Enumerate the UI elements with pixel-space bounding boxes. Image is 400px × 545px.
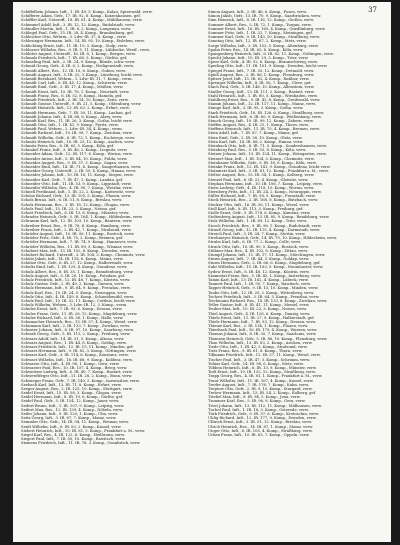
list-item: Schulz Albert, Res., 8. IR. 35, 1. Komp., Brandenburg, verw.: [21, 269, 134, 274]
list-item: Schlesinger Hermann, Inft., 14. IR. 95, 10. Komp., Eisleben, verw.: [21, 39, 145, 44]
list-item: Stahlberg Ernst, Res., 9. IR. 42, 8. Komp., Greifswald, verw.: [208, 97, 321, 102]
list-item: Schwarz Karl, Gefr., 3. IR. 114, 6. Komp., Konstanz, verw.: [21, 353, 129, 358]
list-item: Thiele Hermann, Inft., 7. IR. 93, 12. Komp., Dessau, verw.: [208, 319, 317, 324]
list-item: Spieß August, Res., 2. IR. 86, 1. Komp., Flensburg, verw.: [208, 72, 315, 77]
list-item: Stauch Georg, Inft., 10. IR. 99, 12. Komp., Zabern, verw.: [208, 118, 314, 123]
list-item: Schwarz Friedrich, Inft., 12. IR. 15, 11. Komp., Minden, gef.: [21, 345, 134, 349]
list-item: Schlegel Paul, Gefr., 15. IR. 28, 4. Komp., Brandenburg, gef.: [21, 30, 134, 35]
list-item: Stolz Wilhelm, Inft., 1. IR. 69, 12. Komp., Trier, verw.: [208, 219, 308, 224]
list-item: Steinke Franz, Inft., 12. IR. 141, 9. Komp., Graudenz, leicht verw.: [208, 164, 331, 169]
list-item: Sorge Wilhelm, Inft., 3. IR. 153, 5. Komp., Altenburg, verw.: [208, 43, 319, 48]
list-item: Schlichting Ernst, Inft., 11. IR. 19, 3. Komp., Stolp, verw.: [21, 43, 128, 48]
list-item: Sommer Karl, Gefr., 9. IR. 143, 10. Komp., Straßburg, verw.: [208, 35, 321, 40]
list-item: Stark Friedrich, Gefr., 16. IR. 126, 6. Komp., Straßburg, verw.: [208, 110, 325, 115]
list-item: Schnabel Franz, Inft., 3. IR. 46, 2. Komp., Liegnitz, verw.: [21, 148, 128, 153]
list-item: Seifert Bruno, Inft., 1. IR. 107, 9. Komp., Leipzig, verw.: [21, 403, 125, 408]
list-item: Stein Emil, Gefr., 2. IR. 38, 10. Komp., Glatz, verw.: [208, 135, 303, 140]
list-item: Struck Otto, Inft., 10. IR. 90, 5. Komp., Rostock, verw.: [208, 244, 310, 249]
list-item: Ulrich Heinrich, Res., 14. IR. 87, 1. Komp., Mainz, verw.: [208, 424, 314, 429]
list-item: Schneider Georg, Unteroff., 2. IR. 59, 4. Komp., Hanau, verw.: [21, 169, 137, 174]
list-item: Thiele Ernst, Inft., 11. IR. 27, 9. Komp., Halberstadt, gef.: [208, 315, 315, 320]
list-item: Schrader Heinrich, Gefr., 5. IR. 164, 1. Komp., Hildesheim, verw.: [21, 215, 143, 220]
list-item: Schwarz Wilhelm, Inft., 16. IR. 68, 9. Komp., Koblenz, verw.: [21, 357, 133, 362]
list-item: Schmidt Bernhard, Wehrm., 1. Ldw.-IR. 11, 7. Komp., verm.: [21, 77, 133, 81]
list-item: Schulze Franz, Gefr., 11. IR. 26, 12. Komp., Magdeburg, verw.: [21, 311, 138, 316]
list-item: Speer Karl, Gefr., 4. IR. 92, 6. Komp., Braunschweig, verw.: [208, 60, 318, 65]
list-item: Schmidt Karl, Res., 11. IR. 26, 3. Komp., Gotha, leicht verw.: [21, 118, 133, 123]
list-item: Schöne Richard, Gefr., 13. IR. 105, 5. Komp., Plauen, verw.: [21, 194, 132, 199]
list-item: Trapp Georg, Res., 4. IR. 81, 1. Komp., Frankfurt a. M., verw.: [208, 374, 323, 379]
list-item: Thomas Johann, Inft., 8. IR. 30, 7. Komp., Saarlouis, verw.: [208, 332, 317, 337]
list-item: Spangenberg Heinrich, Inft., 6. IR. 82, 11. Komp., Göttingen, verw.: [208, 51, 334, 56]
list-item: Stadler Georg, Inft., 13. IR. 111, 2. Komp., Rastatt, verw.: [208, 89, 315, 94]
list-item: Szameitat Franz, Res., 5. IR. 45, 1. Komp., Insterburg, verw.: [208, 273, 322, 278]
list-item: Schwieger Franz, Gefr., 7. IR. 140, 5. Komp., Inowrazlaw, verw.: [21, 378, 140, 383]
list-item: Taube Otto, Inft., 12. IR. 20, 2. Komp., Wittenberg, verw.: [208, 290, 315, 295]
list-item: Schmidt Johann, Inft., 4. IR. 88, 6. Komp., Alzey, verw.: [21, 114, 123, 119]
list-item: Specht Johann, Inft., 10. IR. 29, 3. Komp., Trier, verw.: [208, 56, 309, 61]
list-item: Schimmel Adolf, Inft., 3. IR. 12, 12. Komp., Rudolstadt, verw.: [21, 22, 136, 27]
list-item: Stübner Max, Res., 4. IR. 102, 8. Komp., Zittau, verw.: [208, 248, 309, 253]
list-item: Suhr Wilhelm, Inft., 15. IR. 163, 9. Komp., Neumünster, verw.: [208, 265, 324, 270]
list-item: Schulz Paul, Inft., 10. IR. 52, 11. Komp., Cottbus, leicht verw.: [21, 298, 136, 303]
list-item: Spiegel Franz, Inft., 7. IR. 55, 12. Komp., Detmold, verw.: [208, 68, 315, 73]
list-item: Schwarze Otto, Inft., 4. IR. 96, 1. Komp., Gera, verw.: [21, 361, 120, 366]
list-item: Schwarzer Paul, Res., 10. IR. 157, 4. Komp., Brieg, verw.: [21, 365, 128, 370]
list-item: Stephan Hermann, Inft., 10. IR. 106, 7. Komp., Leipzig, verw.: [208, 181, 323, 186]
list-item: Stolle Ernst, Gefr., 5. IR. 178, 6. Komp., Kamenz, verw.: [208, 211, 311, 215]
list-item: Urban Franz, Inft., 10. IR. 63, 7. Komp., Oppeln, verw.: [208, 432, 310, 437]
list-item: Sperling Otto, Inft., 11. IR. 101, 9. Komp., Dresden, leicht verw.: [208, 64, 328, 69]
list-item: Schuster Johann, Inft., 8. IR. 97, 10. Komp., Saarburg, verw.: [21, 328, 134, 333]
list-item: Steinert Max, Inft., 1. IR. 104, 3. Komp., Chemnitz, verw.: [208, 156, 315, 161]
list-item: Schmidt Gustav, Unteroff., 9. IR. 21, 5. Komp., Oldenburg, verw.: [21, 102, 142, 107]
list-item: Stenzel Paul, Inft., 6. IR. 22, 4. Komp., Gleiwitz, verw.: [208, 177, 309, 182]
list-item: Schott Friedrich, Inft., 8. IR. 13, 6. Komp., Münster, verw.: [21, 211, 130, 215]
list-item: Schmitz Heinrich, Inft., 16. IR. 25, 12. Komp., Aachen, verw.: [21, 139, 135, 144]
list-item: Siegel Karl, Res., 4. IR. 122, 8. Komp., Heilbronn, verw.: [21, 432, 126, 437]
list-item: Techow Friedrich, Inft., 3. IR. 64, 5. Komp., Prenzlau, verw.: [208, 294, 320, 299]
list-item: Steinmetz Karl, Inft., 3. IR. 81, 12. Komp., Frankfurt a. M., verw.: [208, 169, 329, 174]
list-item: Sternberg Fritz, Inft., 11. IR. 24, 2. Komp., Neuruppin, verw.: [208, 190, 322, 195]
list-item: Simon August, Inft., 2. IR. 46, 6. Komp., Posen, verw.: [208, 10, 308, 14]
list-item: Schneider August, Res., 9. IR. 37, 3. Komp., Sagan, verw.: [21, 160, 129, 165]
list-item: Semmler Otto, Gefr., 14. IR. 94, 11. Komp., Weimar, verw.: [21, 420, 130, 425]
list-item: Schneider Adam, Gefr., 12. IR. 117, 8. Komp., Worms, verw.: [21, 152, 133, 157]
list-item: Storch Friedrich, Res., 9. IR. 96, 1. Komp., Rudolstadt, verw.: [208, 223, 322, 228]
list-item: Strube Karl, Inft., 6. IR. 77, 2. Komp., Celle, verw.: [208, 240, 302, 245]
list-item: Schmitz Peter, Res., 8. IR. 65, 5. Komp., Köln, gef.: [21, 144, 115, 148]
list-item: Streich Paul, Inft., 3. IR. 34, 7. Komp., Stettin, verw.: [208, 231, 306, 236]
list-item: Unger Otto, Inft., 6. IR. 105, 4. Komp., Straßburg, verw.: [208, 428, 313, 433]
list-item: Steffens Heinrich, Inft., 11. IR. 75, 4. Komp., Bremen, verw.: [208, 127, 320, 132]
list-item: Schreiber Franz, Inft., 2. IR. 42, 7. Komp., Stralsund, verw.: [21, 227, 132, 232]
list-item: Stock Heinrich, Res., 2. IR. 168, 8. Komp., Butzbach, verw.: [208, 198, 319, 203]
list-item: Schiffelbein Johann, Inft., 1. IR. 49, 5. Komp., Kalau, Spreewald, verw.: [21, 10, 153, 14]
list-item: Schramm Karl, Inft., 12. IR. 103, 10. Komp., Bautzen, verw.: [21, 219, 133, 224]
list-item: Stern Ludwig, Gefr., 4. IR. 118, 10. Komp., Worms, verw.: [208, 185, 315, 190]
list-item: Schwerdtfeger Otto, Inft., 11. IR. 28, 2. Komp., Bonn, verw.: [21, 374, 133, 379]
list-item: Schwarz Adolf, Inft., 14. IR. 31, 5. Komp., Altona, verw.: [21, 336, 125, 341]
list-item: Thomsen Heinrich, Gefr., 5. IR. 86, 10. Komp., Flensburg, verw.: [208, 336, 328, 341]
list-item: Schwarz Hermann, Inft., 9. IR. 82, 3. Komp., Göttingen, verw.: [21, 349, 137, 354]
list-item: Stein Adolf, Inft., 7. IR. 87, 7. Komp., Mainz, gef.: [208, 131, 299, 136]
list-item: Schneider Karl, Gefr., 7. IR. 47, 1. Komp., Landau, gef.: [21, 177, 124, 182]
list-item: Stamm Johann, Inft., 12. IR. 117, 11. Komp., Mainz, verw.: [208, 102, 316, 107]
list-item: Schnell Ferdinand, Inft., 1. IR. 22, 2. Komp., Kattowitz, verw.: [21, 190, 136, 195]
list-item: Schumann Karl, Inft., 2. IR. 133, 7. Komp., Zwickau, verw.: [21, 324, 131, 329]
list-item: Schneider Otto, Inft., 11. IR. 53, 9. Komp., Lippstadt, verw.: [21, 181, 132, 186]
right-column: [208, 10, 380, 536]
list-item: Tretow Hermann, Inft., 15. IR. 54, 2. Komp., Kolberg, gef.: [208, 391, 317, 396]
list-item: Trommer Karl, Res., 5. IR. 96, 8. Komp., Gera, verw.: [208, 399, 306, 404]
list-item: Schreiber Ernst, Res., 9. IR. 76, 4. Komp., Hamburg, verw.: [21, 223, 131, 228]
list-item: Schiffler Karl, Unteroff., 18. IR. 61, 4. Komp., Mühlhausen, verw.: [21, 18, 143, 23]
list-item: Tillmann Friedrich, Inft., 12. IR. 57, 11. Komp., Wesel, verw.: [208, 353, 321, 358]
left-column: [21, 10, 195, 536]
list-item: Schröder August, Inft., 10. IR. 90, 11. Komp., Rostock, verw.: [21, 231, 135, 236]
list-item: Schulz Otto, Inft., 4. IR. 149, 8. Komp., Schneidemühl, verw.: [21, 294, 135, 299]
list-item: Schmidt Carl, Inft., 8. IR. 45, 12. Komp., Schwerin, verw.: [21, 81, 128, 86]
list-item: Seidel Ernst, Inft., 15. IR. 58, 3. Komp., Glogau, verw.: [21, 391, 122, 396]
list-item: Steffen August, Res., 4. IR. 21, 1. Komp., Thorn, verw.: [208, 123, 310, 128]
list-item: Schmidt Albert, Res., 12. IR. 10, 6. Komp., Guben, verw.: [21, 68, 127, 73]
list-item: Schmeling Paul, Inft., 2. IR. 24, 9. Komp., Bünde, schw. verw.: [21, 60, 136, 65]
list-item: Schröder Fritz, Gefr., 4. IR. 75, 2. Komp., Bremen, gef.: [21, 236, 124, 241]
list-item: Schneider Emil, Inft., 14. IR. 71, 6. Komp., Sangerhausen, verw.: [21, 164, 142, 169]
list-item: Tiede Otto, Inft., 1. IR. 42, 5. Komp., Stralsund, verw.: [208, 345, 308, 349]
list-item: Tannert Paul, Inft., 1. IR. 50, 7. Komp., Rawitsch, verw.: [208, 282, 311, 287]
list-item: Schmidt Friedrich, Inft., 2. IR. 14, 10. Komp., Zeitz, verw.: [21, 97, 129, 102]
list-item: Seebach Karl, Inft., 13. IR. 71, 8. Komp., Erfurt, verw.: [21, 382, 122, 387]
list-item: Stach Paul, Gefr., 5. IR. 146, 10. Komp., Allenstein, verw.: [208, 85, 315, 90]
list-item: Schulze Ernst, Inft., 7. IR. 93, 6. Komp., Dessau, verw.: [21, 307, 123, 312]
list-item: Stange Karl, Inft., 3. IR. 95, 3. Komp., Gotha, verw.: [208, 106, 304, 111]
list-item: Scholz Paul, Inft., 15. IR. 23, 3. Komp., Neisse, gef.: [21, 206, 117, 211]
list-item: Schlüter August, Unteroff., 16. IR. 8, 1. Komp., Bergen, verw.: [21, 51, 136, 56]
list-item: Stark Hermann, Inft., 6. IR. 60, 9. Komp., Weißenburg, verw.: [208, 114, 322, 119]
list-item: Schmid Georg, Gefr., 4. IR. 8, 2. Komp., Heiligenstadt, verw.: [21, 64, 134, 69]
list-item: Thieme Karl, Res., 2. IR. 134, 1. Komp., Plauen, verw.: [208, 324, 309, 329]
list-item: Scholz Hermann, Res., 3. IR. 18, 12. Komp., Glogau, verw.: [21, 202, 130, 207]
list-item: Schindler Martin, Inft., 1. IR. 6, 2. Komp., Langenau, verw.: [21, 26, 132, 31]
list-item: Siegert Paul, Inft., 7. IR. 50, 10. Komp., Rawitsch, verw.: [21, 437, 126, 442]
list-item: Schulz Friedrich, Inft., 12. IR. 48, 7. Komp., Küstrin, verw.: [21, 278, 131, 282]
list-item: Seidel Hermann, Inft., 8. IR. 19, 6. Komp., Görlitz, gef.: [21, 395, 124, 400]
list-item: Schweitzer Ludwig, Inft., 6. IR. 40, 7. Komp., Rastatt, verw.: [21, 370, 133, 375]
list-item: Teichmann Richard, Res., 14. IR. 133, 8. Komp., Zwickau, verw.: [208, 298, 328, 303]
list-item: Steiner Johann, Inft., 13. IR. 124, 11. Komp., Weingarten, verw.: [208, 152, 327, 157]
list-item: Schmidt Paul, Wehrm., 2. Ldw.-IR. 34, 4. Komp., verm.: [21, 127, 123, 132]
list-item: Traut Wilhelm, Inft., 11. IR. 167, 4. Komp., Kassel, verw.: [208, 378, 314, 383]
list-item: Sprenger Wilhelm, Inft., 8. IR. 56, 7. Komp., Cleve, gef.: [208, 81, 312, 86]
list-item: Uhlig Richard, Inft., 12. IR. 177, 9. Komp., Dresden, verw.: [208, 416, 317, 421]
list-item: Schleicher Otto, Wehrm., 3. Ldw.-IR. 37, 8. Komp., verw.: [21, 35, 127, 40]
list-item: Thon Wilhelm, Inft., 13. IR. 83, 2. Komp., Arolsen, verw.: [208, 340, 313, 345]
list-item: Spahn Peter, Res., 14. IR. 65, 8. Komp., Köln, verw.: [208, 47, 304, 52]
list-item: Schmidt Franz, Res., 6. IR. 52, 8. Komp., Hameln, gef.: [21, 93, 123, 98]
list-item: Tischer Paul, Inft., 3. IR. 47, 3. Komp., Schrimm, verw.: [208, 357, 311, 362]
list-item: Sturm August, Inft., 7. IR. 44, 3. Komp., Goldap, verw.: [208, 257, 310, 262]
list-item: Schröder Wilhelm, Res., 11. IR. 89, 5. Komp., Wismar, verw.: [21, 244, 134, 249]
list-item: Schubert Max, Inft., 13. IR. 102, 8. Komp., Dresden, verw.: [21, 248, 130, 253]
list-item: Schultz Emil, Inft., 1. IR. 129, 4. Komp., Graudenz, verw.: [21, 265, 128, 270]
list-item: Schwab Georg, Gefr., 5. IR. 113, 2. Komp., Freiburg, verw.: [21, 332, 131, 337]
list-item: Siemens Friedrich, Inft., 11. IR. 78, 3. Komp., Osnabrück, verw.: [21, 441, 141, 446]
list-item: Schütz Jakob, Inft., 14. IR. 118, 6. Komp., Mainz, verw.: [21, 257, 124, 262]
list-item: Schmidt Ernst, Inft., 10. IR. 78, 1. Komp., Neustadt, verw.: [21, 89, 130, 94]
list-item: Siebert Heinrich, Inft., 10. IR. 81, 5. Komp., Frankfurt a. M., verw.: [21, 428, 146, 433]
list-item: Strauß Georg, Inft., 12. IR. 115, 4. Komp., Darmstadt, verw.: [208, 227, 321, 232]
list-item: Tobias Karl, Gefr., 14. IR. 98, 6. Komp., Metz, verw.: [208, 361, 304, 366]
list-item: Schmidt Otto, Inft., 1. IR. 41, 9. Komp., Pyritz, verw.: [21, 123, 119, 128]
list-item: Stahl Heinrich, Inft., 1. IR. 80, 5. Komp., Wiesbaden, verw.: [208, 93, 318, 98]
list-item: Schröder Hermann, Inft., 7. IR. 74, 9. Komp., Hannover, verw.: [21, 240, 138, 245]
list-item: Stöcker Otto, Inft., 16. IR. 56, 11. Komp., Wesel, verw.: [208, 202, 310, 207]
list-item: Treder August, Inft., 7. IR. 176, 7. Komp., Kulm, verw.: [208, 382, 310, 387]
list-item: Schulze Richard, Inft., 6. IR. 36, 1. Komp., Halle, verw.: [21, 315, 124, 320]
list-item: Tamm Karl, Inft., 13. IR. 162, 4. Komp., Lübeck, verw.: [208, 278, 309, 282]
list-item: Stiller Richard, Inft., 7. IR. 58, 5. Komp., Fraustadt, verw.: [208, 194, 316, 199]
list-item: Stoll Karl, Inft., 8. IR. 113, 3. Komp., Freiburg, gef.: [208, 206, 304, 211]
document-page: [13, 2, 391, 542]
list-item: Thiel August, Gefr., 4. IR. 128, 6. Komp., Danzig, verw.: [208, 311, 311, 316]
list-item: Schneider Anton, Inft., 5. IR. 84, 10. Komp., Fulda, verw.: [21, 156, 128, 161]
list-item: Seiler Johann, Inft., 9. IR. 120, 1. Komp., Ulm, verw.: [21, 412, 119, 416]
list-item: Türk Friedrich, Gefr., 9. IR. 37, 6. Komp., Krotoschin, verw.: [208, 412, 320, 416]
list-item: Schwarz August, Res., 1. IR. 44, 8. Komp., Goldap, verw.: [21, 340, 127, 345]
list-item: Ulbrich Ernst, Inft., 3. IR. 51, 12. Komp., Breslau, verw.: [208, 420, 313, 425]
list-item: Schmidt Wilhelm, Gefr., 6. IR. 73, 1. Komp., Eschwege, verw.: [21, 135, 136, 140]
list-item: Steinberg Paul, Res., 5. IR. 53, 8. Komp., Köln, verw.: [208, 148, 307, 153]
list-item: Sommer Albert, Res., 5. IR. 72, 1. Komp., Torgau, verw.: [208, 22, 312, 27]
list-item: Schmidt August, Inft., 5. IR. 32, 3. Komp., Lüneburg, leicht verw.: [21, 72, 143, 77]
list-item: Schulz Gustav, Gefr., 2. IR. 49, 2. Komp., Gnesen, verw.: [21, 282, 125, 287]
list-item: Schulz August, Inft., 5. IR. 20, 10. Komp., Potsdam, gef.: [21, 273, 126, 278]
list-item: Schmidt Hermann, Gefr., 7. IR. 30, 11. Komp., Lauban, gef.: [21, 110, 132, 115]
list-item: Schmidt Richard, Inft., 15. IR. 99, 7. Komp., Zwickau, verw.: [21, 131, 133, 136]
list-item: Simon Jakob, Gefr., 13. IR. 70, 9. Komp., Saarbrücken, verw.: [208, 14, 322, 19]
list-item: Tapper Heinrich, Gefr., 9. IR. 15, 10. Komp., Minden, verw.: [208, 286, 319, 291]
list-item: Schubert Richard, Unteroff., 3. IR. 104, 3. Komp., Chemnitz, verw.: [21, 252, 146, 257]
list-item: Seifert Max, Res., 12. IR. 139, 4. Komp., Döbeln, verw.: [21, 407, 124, 412]
list-item: Schifferer Adam, Gefr., 17. IR. 92, 6. Komp., Kutzenhausen, gef.: [21, 14, 141, 19]
list-item: Seeger August, Res., 2. IR. 125, 10. Komp., Stuttgart, verw.: [21, 386, 133, 391]
list-item: Stumpf Johann, Inft., 11. IR. 17, 11. Komp., Mörchingen, verw.: [208, 252, 326, 257]
list-item: Schneider Wilhelm, Res., 4. IR. 90, 7. Komp., Wetzlar, verw.: [21, 185, 133, 190]
list-item: Schmidt Heinrich, Inft., 13. IR. 63, 2. Komp., Erfurt, verw.: [21, 106, 130, 111]
list-item: Teuber Max, Inft., 10. IR. 23, 3. Komp., Neisse, verw.: [208, 307, 308, 312]
list-item: Schulz Wilhelm, Wehrm., 3. Ldw.-IR. 12, 3. Komp., verm.: [21, 303, 128, 308]
list-item: Thierbach Paul, Inft., 16. IR. 179, 4. Komp., Wurzen, verw.: [208, 328, 318, 333]
list-item: Schulz Karl, Res., 15. IR. 24, 5. Komp., Neuruppin, verw.: [21, 290, 128, 295]
list-item: Seidel Paul, Gefr., 5. IR. 154, 12. Komp., Jauer, verw.: [21, 399, 120, 404]
list-item: Steinhauer Wilhelm, Gefr., 9. IR. 16, 6. Komp., Köln, verw.: [208, 160, 317, 165]
list-item: Schulz Hermann, Inft., 9. IR. 64, 9. Komp., Prenzlau, verw.: [21, 286, 131, 291]
list-item: Többen Heinrich, Inft., 6. IR. 13, 9. Komp., Münster, verw.: [208, 365, 317, 370]
list-item: Sommer Ernst, Inft., 16. IR. 165, 4. Komp., Quedlinburg, verw.: [208, 26, 326, 31]
list-item: Stein Karl, Inft., 14. IR. 88, 2. Komp., Hanau, verw.: [208, 139, 304, 144]
list-item: Treptow Otto, Gefr., 2. IR. 9, 10. Komp., Stargard, verw.: [208, 386, 313, 391]
list-item: Sonntag Otto, Inft., 12. IR. 67, 2. Komp., Metz, verw.: [208, 39, 307, 44]
list-item: Tuchel Paul, Inft., 1. IR. 18, 3. Komp., Osterode, verw.: [208, 407, 309, 412]
list-item: Sinn Heinrich, Inft., 8. IR. 116, 12. Komp., Gießen, verw.: [208, 18, 315, 23]
list-item: Sydow Ernst, Inft., 8. IR. 48, 12. Komp., Küstrin, verw.: [208, 269, 310, 274]
list-item: Schütze Otto, Gefr., 6. IR. 27, 12. Komp., Halberstadt, verw.: [21, 261, 134, 266]
list-item: Tietz Franz, Res., 9. IR. 61, 8. Komp., Thorn, verw.: [208, 349, 303, 354]
list-item: Steinbach Otto, Inft., 8. IR. 71, 5. Komp., Sondershausen, verw.: [208, 144, 328, 148]
list-item: Spitzer Josef, Inft., 15. IR. 62, 4. Komp., Ratibor, verw.: [208, 77, 310, 81]
list-item: Trost Johann, Inft., 13. IR. 112, 11. Komp., Mülhausen, verw.: [208, 403, 322, 408]
list-item: Strohmeyer Heinrich, Gefr., 14. IR. 79, 10. Komp., Hildesheim, verw.: [208, 236, 338, 241]
list-item: Scholz Bruno, Inft., 6. IR. 51, 8. Komp., Breslau, verw.: [21, 198, 123, 203]
list-item: Sturm Hermann, Gefr., 2. IR. 66, 6. Komp., Magdeburg, gef.: [208, 261, 321, 266]
list-item: Schlosser Wilhelm, Res., 9. IR. 5, 11. Komp., Lübbecke, Westf., verw.: [21, 47, 150, 52]
list-item: Stelter August, Res., 15. IR. 54, 1. Komp., Kolberg, verw.: [208, 173, 315, 178]
list-item: Teller Gustav, Inft., 6. IR. 41, 11. Komp., Memel, verw.: [208, 303, 310, 308]
page-number: 37: [368, 6, 377, 14]
list-item: Schmalz Friedrich, Inft., 7. IR. 66, 5. Komp., Görlitz, gef.: [21, 56, 128, 61]
list-item: Seitz Georg, Inft., 3. IR. 87, 7. Komp., Mainz, verw.: [21, 416, 117, 421]
list-item: Senft Wilhelm, Inft., 6. IR. 83, 2. Komp., Kassel, verw.: [21, 424, 122, 429]
list-item: Schneider Johann, Inft., 10. IR. 16, 11. Komp., Siegen, verw.: [21, 173, 134, 178]
list-item: Triebel Max, Inft., 8. IR. 94, 5. Komp., Jena, verw.: [208, 395, 301, 400]
list-item: Schmidt Emil, Gefr., 3. IR. 17, 4. Komp., Meißen, verw.: [21, 85, 124, 90]
list-item: Schumacher Heinrich, Res., 13. IR. 57, 4. Komp., Wesel, verw.: [21, 319, 138, 324]
list-item: Stoltenberg August, Inft., 13. IR. 85, 9. Komp., Rendsburg, verw.: [208, 215, 330, 220]
list-item: Todt Ernst, Inft., 10. IR. 132, 12. Komp., Straßburg, verw.: [208, 370, 317, 375]
list-item: Sommer Fritz, Inft., 1. IR. 32, 7. Komp., Meiningen, gef.: [208, 30, 313, 35]
